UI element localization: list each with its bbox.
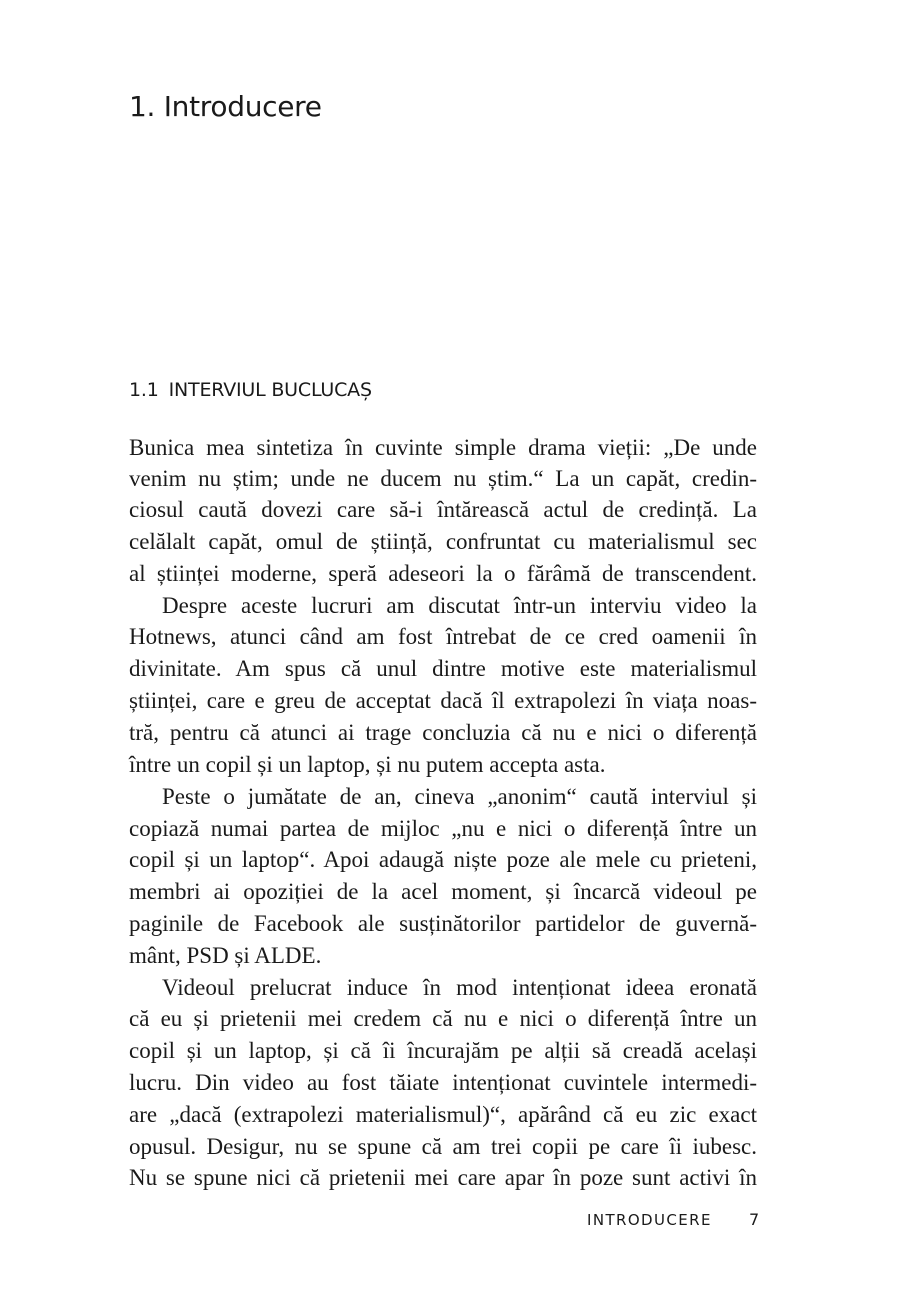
- text-line: venim nu știm; unde ne ducem nu știm.“ La un capăt, credin-: [129, 466, 757, 491]
- text-line: între un copil și un laptop, și nu putem accepta asta.: [129, 752, 606, 777]
- running-head: INTRODUCERE: [587, 1211, 712, 1229]
- text-line: divinitate. Am spus că unul dintre motive este materialismul: [129, 656, 757, 681]
- text-line: ciosul caută dovezi care să-i întărească actul de credință. La: [129, 497, 757, 522]
- text-line: Bunica mea sintetiza în cuvinte simple drama vieții: „De unde: [129, 435, 757, 460]
- text-line: Videoul prelucrat induce în mod intenționat ideea eronată: [162, 975, 757, 1000]
- text-line: copil și un laptop“. Apoi adaugă niște poze ale mele cu prieteni,: [129, 847, 757, 872]
- text-line: științei, care e greu de acceptat dacă îl extrapolezi în viața noas-: [129, 688, 757, 713]
- text-line: mânt, PSD și ALDE.: [129, 943, 322, 968]
- text-line: Peste o jumătate de an, cineva „anonim“ caută interviul și: [162, 784, 757, 809]
- text-line: al științei moderne, speră adeseori la o fărâmă de transcendent.: [129, 561, 757, 586]
- text-line: tră, pentru că atunci ai trage concluzia că nu e nici o diferență: [129, 720, 757, 745]
- text-line: are „dacă (extrapolezi materialismul)“, apărând că eu zic exact: [129, 1102, 757, 1127]
- section-title: INTERVIUL BUCLUCAȘ: [168, 379, 372, 401]
- text-line: celălalt capăt, omul de știință, confruntat cu materialismul sec: [129, 529, 757, 554]
- text-line: lucru. Din video au fost tăiate intenționat cuvintele intermedi-: [129, 1070, 757, 1095]
- text-line: paginile de Facebook ale susținătorilor partidelor de guvernă-: [129, 911, 757, 936]
- text-line: copiază numai partea de mijloc „nu e nici o diferență între un: [129, 816, 757, 841]
- text-line: opusul. Desigur, nu se spune că am trei copii pe care îi iubesc.: [129, 1134, 757, 1159]
- section-heading: [129, 377, 372, 403]
- text-line: copil și un laptop, și că îi încurajăm pe alții să creadă același: [129, 1038, 757, 1063]
- section-number: 1.1: [129, 379, 159, 401]
- page-number: 7: [749, 1210, 760, 1229]
- text-line: Hotnews, atunci când am fost întrebat de ce cred oamenii în: [129, 624, 757, 649]
- text-line: Nu se spune nici că prietenii mei care apar în poze sunt activi în: [129, 1165, 757, 1190]
- text-line: Despre aceste lucruri am discutat într-un interviu video la: [162, 593, 757, 618]
- text-line: membri ai opoziției de la acel moment, și încarcă videoul pe: [129, 879, 757, 904]
- text-line: că eu și prietenii mei credem că nu e nici o diferență între un: [129, 1006, 757, 1031]
- chapter-title: 1. Introducere: [129, 90, 322, 123]
